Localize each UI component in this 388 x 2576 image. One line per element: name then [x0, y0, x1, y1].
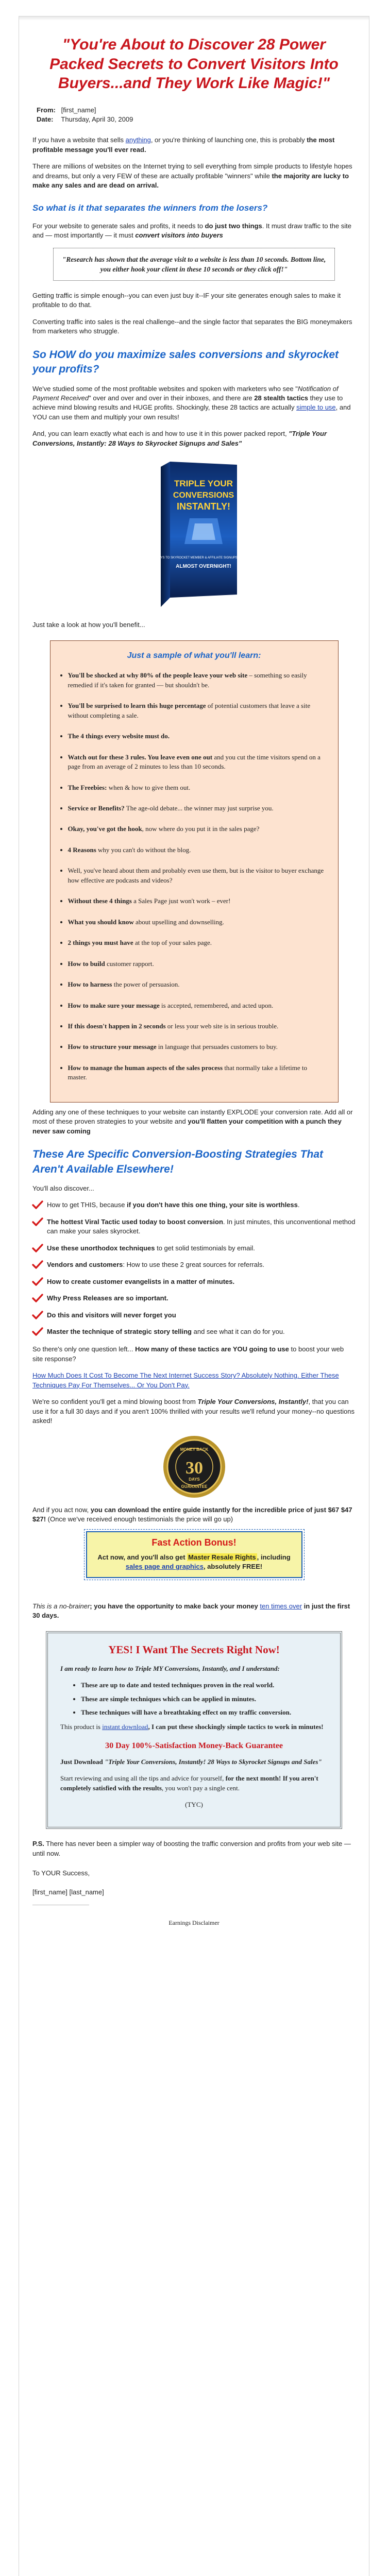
instant-download-link[interactable]: instant download [102, 1723, 148, 1731]
body-text: , that you can use it for a full 30 days and if you aren't 100% thrilled with your results we'll refund your money--no questions asked! [32, 1398, 355, 1425]
order-item-text: These are simple techniques which can be applied in minutes. [81, 1694, 256, 1703]
body-text: And if you act now, [32, 1505, 91, 1514]
sample-box [50, 640, 339, 1103]
order-product-title: "Triple Your Conversions, Instantly! 28 Ways to Skyrocket Signups and Sales" [104, 1757, 322, 1766]
body-bold: 28 stealth tactics [254, 394, 309, 402]
bonus-text: , including [257, 1553, 291, 1562]
order-text: Start reviewing and using all the tips and advice for yourself, [60, 1774, 226, 1783]
checkmark-icon [32, 1200, 43, 1210]
ten-times-link[interactable]: ten times over [260, 1602, 302, 1610]
body-text: And, you can learn exactly what each is and how to use it in this power packed report, [32, 430, 289, 438]
order-bold: Just Download [60, 1757, 105, 1766]
intro-text: , or you're thinking of launching one, this is probably [150, 136, 307, 144]
check-item-text: How to get THIS, because [47, 1201, 127, 1209]
body-text: Adding any one of these techniques to your website can instantly EXPLODE your conversion rate. Add all or most of these proven strategies to your website and [32, 1108, 353, 1126]
guarantee-title: 30 Day 100%-Satisfaction Money-Back Guarantee [105, 1741, 283, 1750]
sample-item-text: why you can't do without the blog. [96, 845, 191, 854]
sample-item-text: or less your web site is in serious trouble. [165, 1022, 279, 1030]
sample-item-bold: How to harness [68, 980, 112, 989]
from-label: From: [37, 106, 56, 114]
order-intro-text: I am ready to learn how to Triple MY Conversions, Instantly, and I understand: [60, 1664, 280, 1672]
seal-top-text: MONEY BACK [180, 1447, 208, 1452]
intro-text: There are millions of websites on the Internet trying to sell everything from simple products to lifestyle hopes and dreams, but only a very FEW of these are actually profitable "winners" while [32, 162, 352, 180]
order-box [46, 1631, 342, 1829]
sample-item-text: – something so easily remedied if it's taken for granted — but shouldn't be. [68, 671, 307, 689]
check-item-text: : How to use these 2 great sources for referrals. [123, 1261, 264, 1269]
sample-item-bold: You'll be shocked at why 80% of the people leave your web site [68, 671, 248, 680]
check-item-text: . [297, 1201, 300, 1209]
discover-line: You'll also discover... [32, 1184, 94, 1192]
order-intro [60, 1664, 328, 1673]
sample-item [68, 671, 328, 690]
section-heading-winners: So what is it that separates the winners from the losers? [32, 202, 268, 213]
order-bold: , I can put these shockingly simple tactics to work in minutes! [148, 1723, 324, 1731]
cost-link[interactable]: How Much Does It Cost To Become The Next Internet Success Story? Absolutely Nothing. Either These Techniques Pay For Themselves... Or You Don't Pay. [32, 1371, 339, 1389]
sample-item-text: when & how to give them out. [107, 783, 191, 791]
body-text: (Once we've received enough testimonials the price will go up) [46, 1515, 233, 1523]
order-item [81, 1708, 328, 1717]
earnings-disclaimer-link[interactable]: Earnings Disclaimer [168, 1919, 220, 1926]
ebook-cover-image [145, 457, 256, 612]
check-item-bold: The hottest Viral Tactic used today to boost conversion [47, 1217, 223, 1226]
sample-item-bold: The 4 things every website must do. [68, 732, 170, 740]
sample-item-bold: 4 Reasons [68, 845, 96, 854]
order-text: , you won't pay a single cent. [161, 1784, 240, 1792]
sample-item-text: , now where do you put it in the sales page? [142, 825, 260, 833]
sample-item [68, 959, 328, 969]
checkmark-icon [32, 1294, 43, 1303]
order-item [81, 1694, 328, 1704]
sample-item-text: of potential customers that leave a site without completing a sale. [68, 702, 311, 719]
bonus-title: Fast Action Bonus! [151, 1537, 237, 1548]
date-value: Thursday, April 30, 2009 [61, 115, 133, 123]
section-heading-maximize: So HOW do you maximize sales conversions and skyrocket your profits? [32, 348, 339, 376]
sample-item [68, 732, 328, 741]
book-subtitle-2: ALMOST OVERNIGHT! [175, 564, 231, 570]
resale-rights-highlight: Master Resale Rights [188, 1553, 256, 1562]
body-bold: you'll flatten your competition with a punch they never saw coming [32, 1117, 342, 1135]
sample-item-bold: Service or Benefits? [68, 804, 125, 812]
section-heading-strategies: These Are Specific Conversion-Boosting Strategies That Aren't Available Elsewhere! [32, 1148, 324, 1175]
sample-item-bold: What you should know [68, 918, 134, 926]
body-bold: ; you have the opportunity to make back your money [90, 1602, 260, 1610]
body-bold: How many of these tactics are YOU going to use [135, 1345, 289, 1353]
sample-item-text: that normally take a lifetime to master. [68, 1063, 307, 1081]
sample-item [68, 753, 328, 772]
sample-item [68, 804, 328, 813]
sample-item-text: a Sales Page just won't work – ever! [131, 897, 231, 905]
sample-item [68, 845, 328, 855]
sample-item-bold: How to make sure your message [68, 1001, 160, 1009]
sample-item [68, 896, 328, 906]
question-paragraph [32, 1345, 356, 1364]
section1-paragraph [32, 222, 356, 241]
no-brainer-paragraph [32, 1602, 356, 1621]
order-item-text: These techniques will have a breathtaking effect on my traffic conversion. [81, 1708, 292, 1717]
check-item-text: to get solid testimonials by email. [155, 1244, 255, 1252]
cost-paragraph [32, 1371, 356, 1390]
converting-paragraph: Converting traffic into sales is the real challenge--and the single factor that separates the BIG moneymakers from marketers who struggle. [32, 317, 352, 335]
check-item [32, 1311, 356, 1320]
body-text: So there's only one question left... [32, 1345, 136, 1353]
simple-to-use-link[interactable]: simple to use [296, 403, 336, 412]
order-list [60, 1681, 328, 1717]
seal-number: 30 [185, 1458, 203, 1478]
body-text: " over and over and over in their inboxes, and there are [89, 394, 255, 402]
bonus-text: Act now, and you'll also get [97, 1553, 188, 1562]
sample-item-text: Well, you've heard about them and probably even use them, but is the visitor to buyer exchange how effective are podcasts and videos? [68, 867, 324, 884]
sample-item-bold: If this doesn't happen in 2 seconds [68, 1022, 166, 1030]
body-italic: Notification of Payment Received [32, 384, 339, 402]
sample-item [68, 1001, 328, 1010]
confidence-paragraph [32, 1397, 356, 1426]
sample-item-text: is accepted, remembered, and acted upon. [159, 1001, 274, 1009]
intro-bold: the majority are lucky to make any sales and are dead on arrival. [32, 172, 349, 190]
anything-link[interactable]: anything [125, 136, 151, 144]
checkmark-icon [32, 1217, 43, 1227]
checkmark-icon [32, 1277, 43, 1286]
closing-line: To YOUR Success, [32, 1869, 90, 1877]
seal-days: DAYS [188, 1477, 200, 1482]
sample-item-text: customer rapport. [105, 959, 154, 968]
check-item-bold: Vendors and customers [47, 1261, 123, 1269]
page-top-bar [19, 16, 369, 21]
headline: "You're About to Discover 28 Power Packed Secrets to Convert Visitors Into Buyers...and They Work Like Magic!" [49, 36, 339, 92]
intro-paragraph-1 [32, 135, 356, 155]
body-bold-italic: convert visitors into buyers [135, 231, 223, 240]
tyc-placeholder: (TYC) [185, 1801, 203, 1808]
body-text: , and YOU can use them and multiply your own results! [32, 403, 351, 421]
check-item [32, 1277, 356, 1286]
book-title-line-2: CONVERSIONS [173, 491, 234, 500]
body-bold: in just the first 30 days. [32, 1602, 350, 1620]
check-item [32, 1260, 356, 1269]
section2-paragraph-1 [32, 384, 356, 422]
sample-item [68, 1022, 328, 1031]
traffic-paragraph: Getting traffic is simple enough--you can even just buy it--IF your site generates enough sales to make it profitable to do that. [32, 292, 341, 309]
check-item-bold: How to create customer evangelists in a matter of minutes. [47, 1277, 235, 1285]
report-title: "Triple Your Conversions, Instantly: 28 Ways to Skyrocket Signups and Sales" [32, 430, 327, 447]
checkmark-icon [32, 1311, 43, 1320]
sample-item [68, 938, 328, 947]
check-item [32, 1200, 356, 1210]
benefit-intro: Just take a look at how you'll benefit... [32, 621, 145, 629]
sample-item-bold: How to manage the human aspects of the sales process [68, 1063, 223, 1072]
sample-item-bold: Watch out for these 3 rules. You leave even one out [68, 753, 213, 761]
check-item-bold: Why Press Releases are so important. [47, 1294, 168, 1302]
ps-paragraph [32, 1839, 356, 1858]
sample-item-text: at the top of your sales page. [133, 939, 212, 947]
ps-text: There has never been a simpler way of boosting the traffic conversion and profits from your web site — until now. [32, 1840, 351, 1857]
intro-bold: the most profitable message you'll ever read. [32, 136, 335, 154]
check-list [32, 1200, 356, 1336]
sample-item-text: in language that persuades customers to buy. [156, 1043, 278, 1051]
book-title-line-1: TRIPLE YOUR [174, 479, 233, 489]
body-text: We're so confident you'll get a mind blowing boost from [32, 1398, 198, 1406]
after-sample-paragraph [32, 1108, 356, 1136]
check-item [32, 1217, 356, 1236]
date-label: Date: [37, 115, 54, 123]
sample-item [68, 1063, 328, 1082]
sample-item [68, 866, 328, 885]
sample-item [68, 701, 328, 720]
money-back-seal-image [161, 1433, 228, 1500]
order-bold: for the next month! If you aren't completely satisfied with the results [60, 1774, 318, 1792]
ps-label: P.S. [32, 1840, 44, 1848]
sample-item-bold: You'll be surprised to learn this huge percentage [68, 702, 206, 710]
body-text: We've studied some of the most profitable websites and spoken with marketers who see " [32, 384, 298, 393]
sample-item-text: the power of persuasion. [112, 980, 180, 989]
letter-meta [37, 106, 356, 125]
body-text: . It must draw traffic to the site and — most importantly — it must [32, 222, 351, 240]
sample-item [68, 980, 328, 989]
checkmark-icon [32, 1244, 43, 1253]
section2-paragraph-2 [32, 429, 356, 448]
check-item-bold: if you don't have this one thing, your site is worthless [127, 1201, 298, 1209]
check-item-text: and see what it can do for you. [192, 1327, 285, 1335]
intro-text: If you have a website that sells [32, 136, 126, 144]
book-title-line-3: INSTANTLY! [176, 501, 230, 512]
sample-item [68, 1042, 328, 1052]
sample-item-text: about upselling and downselling. [133, 918, 224, 926]
seal-bottom-text: GUARANTEE [181, 1484, 207, 1489]
body-text: they use to achieve mind blowing results and HUGE profits. Shockingly, these 28 tactics are actually [32, 394, 343, 412]
closing [32, 1869, 356, 1897]
sample-item-bold: How to structure your message [68, 1043, 157, 1051]
guarantee-line-1 [60, 1757, 328, 1767]
order-title: YES! I Want The Secrets Right Now! [108, 1643, 280, 1656]
checkmark-icon [32, 1260, 43, 1269]
check-item [32, 1327, 356, 1336]
sample-item-text: The age-old debate... the winner may just surprise you. [124, 804, 274, 812]
bonus-body [93, 1553, 295, 1572]
body-text: to boost your web site response? [32, 1345, 344, 1363]
guarantee-line-2 [60, 1774, 328, 1793]
book-subtitle: 28 WAYS TO SKYROCKET MEMBER & AFFILIATE SIGNUPS AND SALES [151, 556, 256, 560]
check-item-bold: Master the technique of strategic story telling [47, 1327, 192, 1335]
sample-item-bold: Okay, you've got the hook [68, 825, 142, 833]
check-item-bold: Do this and visitors will never forget you [47, 1311, 176, 1319]
order-item-text: These are up to date and tested techniques proven in the real world. [81, 1681, 275, 1689]
check-item-text: . In just minutes, this unconventional method can make your sales skyrocket. [47, 1217, 356, 1235]
research-quote: "Research has shown that the average visit to a website is less than 10 seconds. Bottom line, you either hook your client in these 10 seconds or they click off!" [53, 248, 335, 281]
body-bold: do just two things [205, 222, 262, 230]
body-text: For your website to generate sales and profits, it needs to [32, 222, 205, 230]
body-italic: This is a no-brainer [32, 1602, 90, 1610]
sample-item [68, 783, 328, 792]
product-name: Triple Your Conversions, Instantly! [197, 1398, 309, 1406]
footer [32, 1919, 356, 1927]
sample-item-bold: How to build [68, 959, 105, 968]
sample-item [68, 918, 328, 927]
order-item [81, 1681, 328, 1690]
sales-page [19, 16, 369, 2576]
order-text: This product is [60, 1723, 103, 1731]
from-value: [first_name] [61, 106, 96, 114]
signature-name: [first_name] [last_name] [32, 1888, 104, 1896]
intro-paragraph-2 [32, 162, 356, 190]
sample-title: Just a sample of what you'll learn: [127, 651, 261, 660]
price-paragraph [32, 1505, 356, 1524]
check-item [32, 1244, 356, 1253]
fast-action-bonus-box [86, 1531, 302, 1578]
bonus-text: , absolutely FREE! [203, 1563, 263, 1571]
sample-item-bold: Without these 4 things [68, 897, 132, 905]
sales-page-link[interactable]: sales page and graphics [125, 1563, 204, 1571]
sample-item-text: and you cut the time visitors spend on a page from an average of 2 minutes to less than 10 seconds. [68, 753, 320, 771]
sample-list [61, 671, 328, 1082]
sample-item [68, 824, 328, 834]
check-item [32, 1294, 356, 1303]
price-text: you can download the entire guide instantly for the incredible price of just $67 $47 $27! [32, 1505, 352, 1523]
sample-item-bold: 2 things you must have [68, 939, 133, 947]
order-delivery [60, 1722, 328, 1732]
spacer [32, 1588, 356, 1602]
check-item-bold: Use these unorthodox techniques [47, 1244, 155, 1252]
sample-item-bold: The Freebies: [68, 783, 107, 791]
checkmark-icon [32, 1327, 43, 1336]
